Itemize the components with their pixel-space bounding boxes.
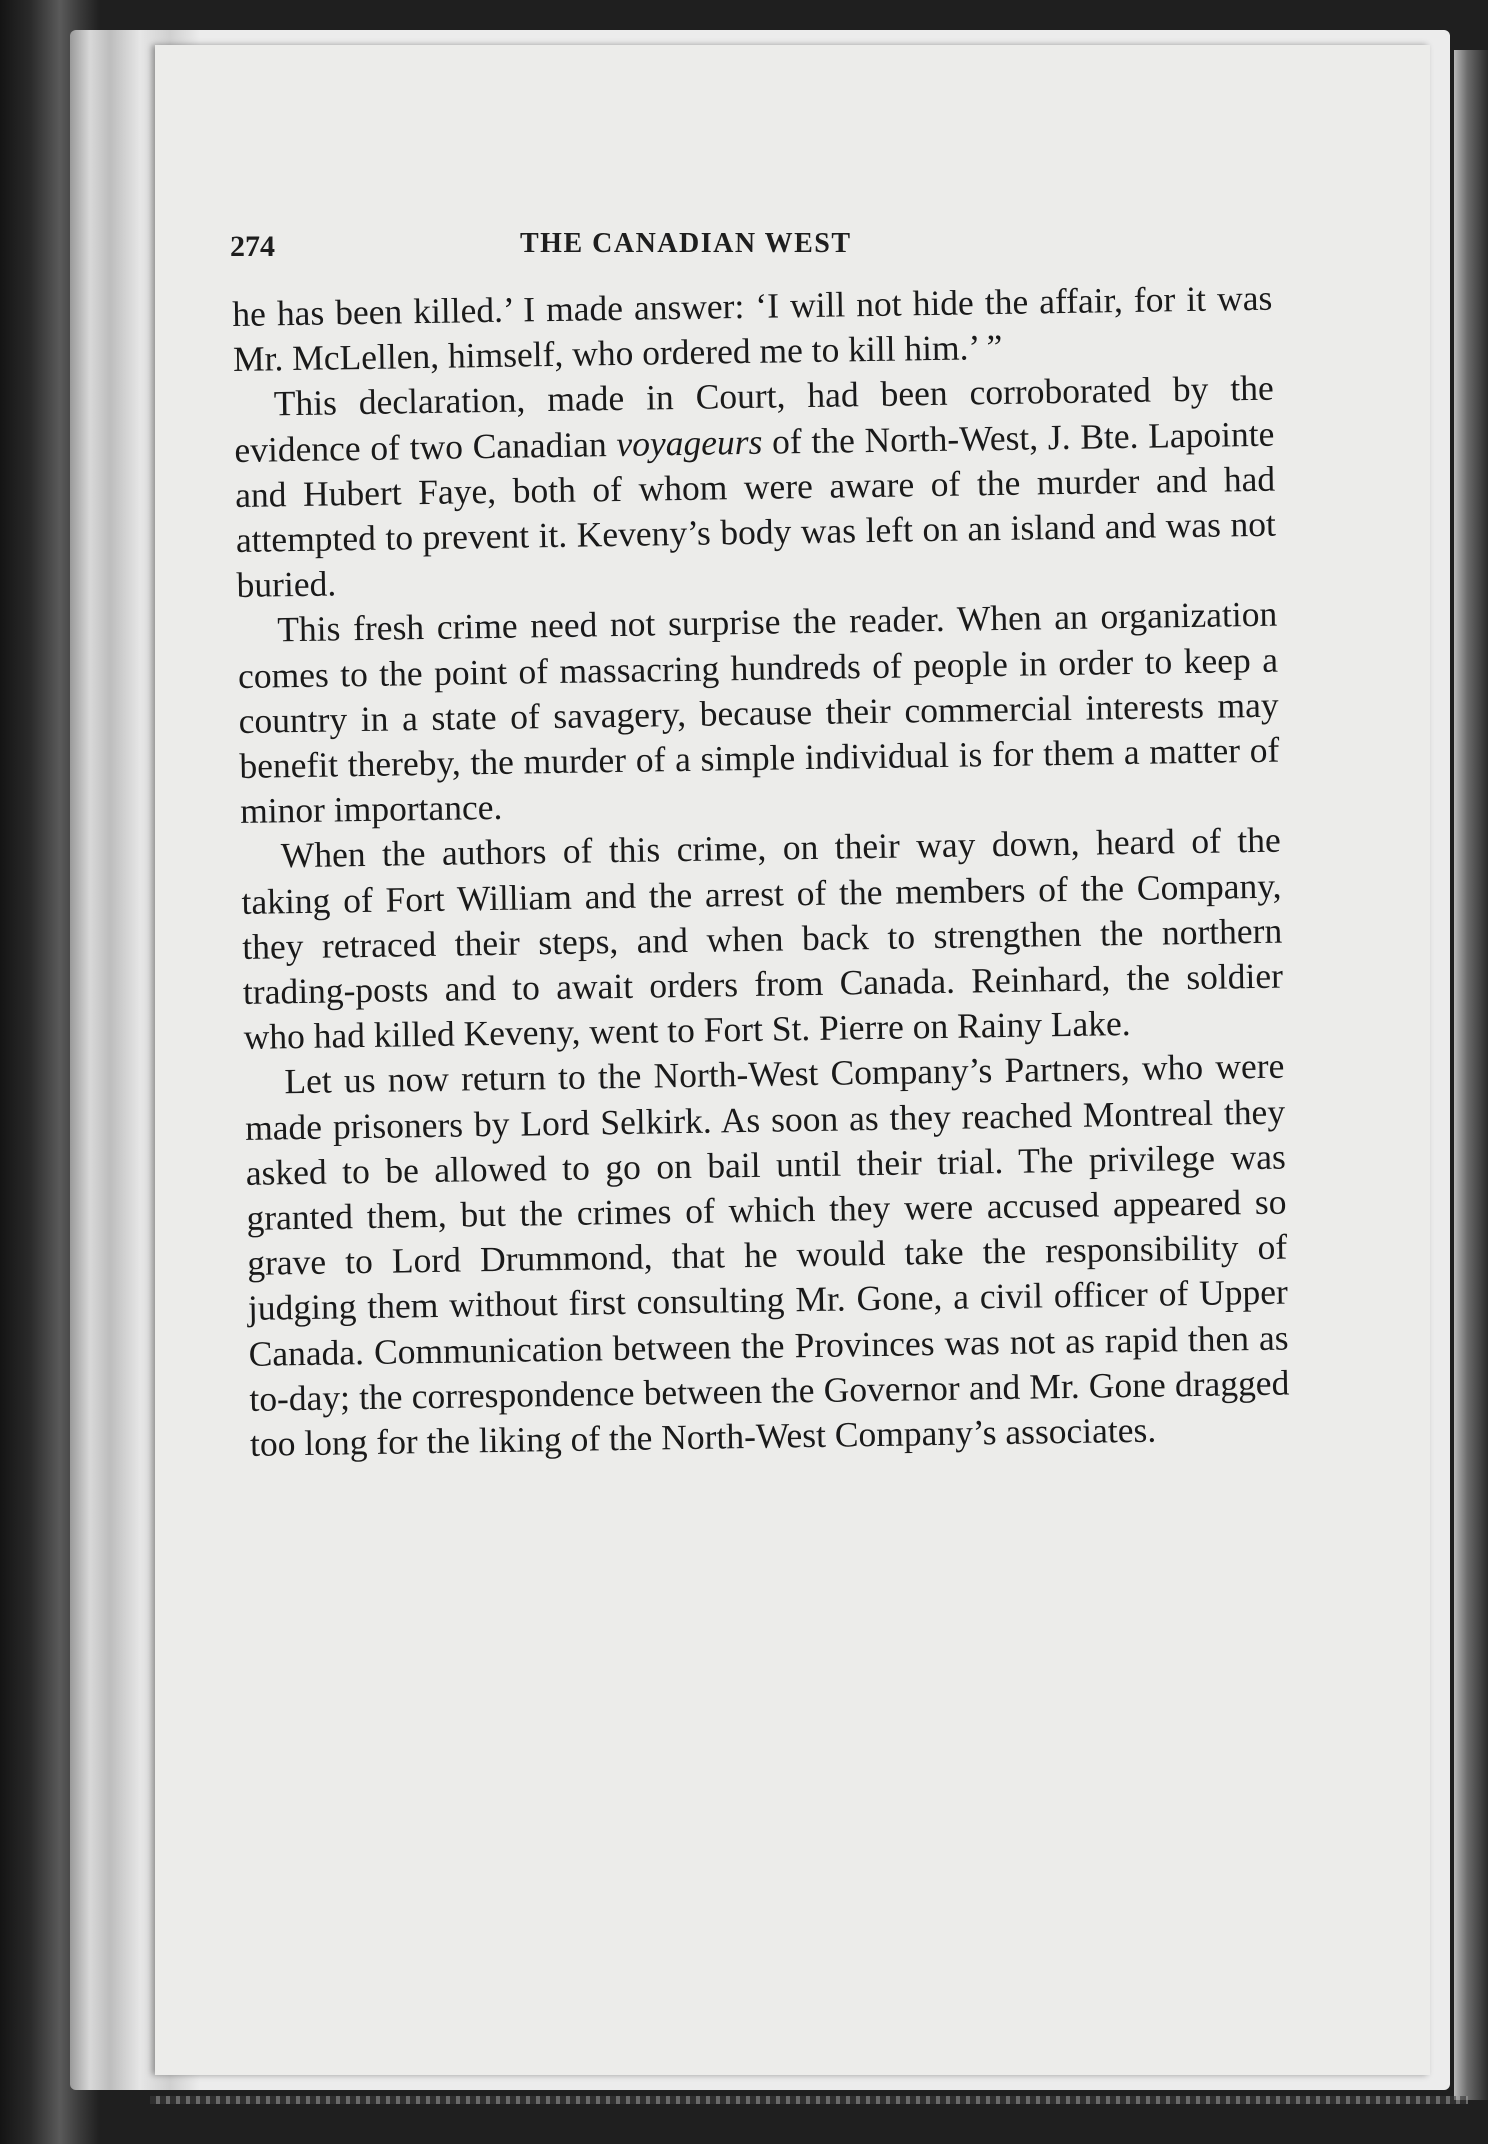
paragraph [232, 276, 1273, 383]
paragraph [244, 1044, 1290, 1467]
paragraph [233, 366, 1276, 608]
body-text [232, 276, 1290, 1467]
paragraph-text: This declaration, made in Court, had been corroborated by the evidence of two Canadian [234, 368, 1274, 470]
italic-text: voyageurs [616, 421, 763, 464]
paragraph-text: Let us now return to the North-West Company’s Partners, who were made prisoners by Lord Selkirk. As soon as they reached Montreal they asked to be allowed to go on bail until their trial. The privilege was granted them, but the crimes of which they were accused appeared so grave to Lord Drummond, that he would take the responsibility of judging them without first consulting Mr. Gone, a civil officer of Upper Canada. Communication between the Provinces was not as rapid then as to-day; the correspondence between the Governor and Mr. Gone dragged too long for the liking of the North-West Company’s associates. [244, 1046, 1290, 1464]
page-number: 274 [230, 230, 275, 263]
page-bottom-edge [150, 2096, 1468, 2104]
paragraph [241, 818, 1284, 1060]
paragraph-text: This fresh crime need not surprise the reader. When an organization comes to the point of massacring hundreds of people in order to keep a country in a state of savagery, because their commercial interests may benefit thereby, the murder of a simple individual is for them a matter of minor importance. [237, 594, 1280, 832]
page-header [230, 190, 1290, 263]
paragraph [237, 592, 1280, 834]
paragraph-text: of the North-West, J. Bte. Lapointe and Hubert Faye, both of whom were aware of the murder and had attempted to prevent it. Keveny’s body was left on an island and was not buried. [234, 413, 1277, 606]
paragraph-text: he has been killed.’ I made answer: ‘I will not hide the affair, for it was Mr. McLellen, himself, who ordered me to kill him.’ ” [232, 277, 1273, 380]
paragraph-text: When the authors of this crime, on their way down, heard of the taking of Fort William and the arrest of the members of the Company, they retraced their steps, and when back to strengthen the northern trading-posts and to await orders from Canada. Reinhard, the soldier who had killed Keveny, went to Fort St. Pierre on Rainy Lake. [241, 820, 1284, 1058]
book-cover-edge [1454, 50, 1488, 2100]
running-head: THE CANADIAN WEST [520, 228, 852, 259]
